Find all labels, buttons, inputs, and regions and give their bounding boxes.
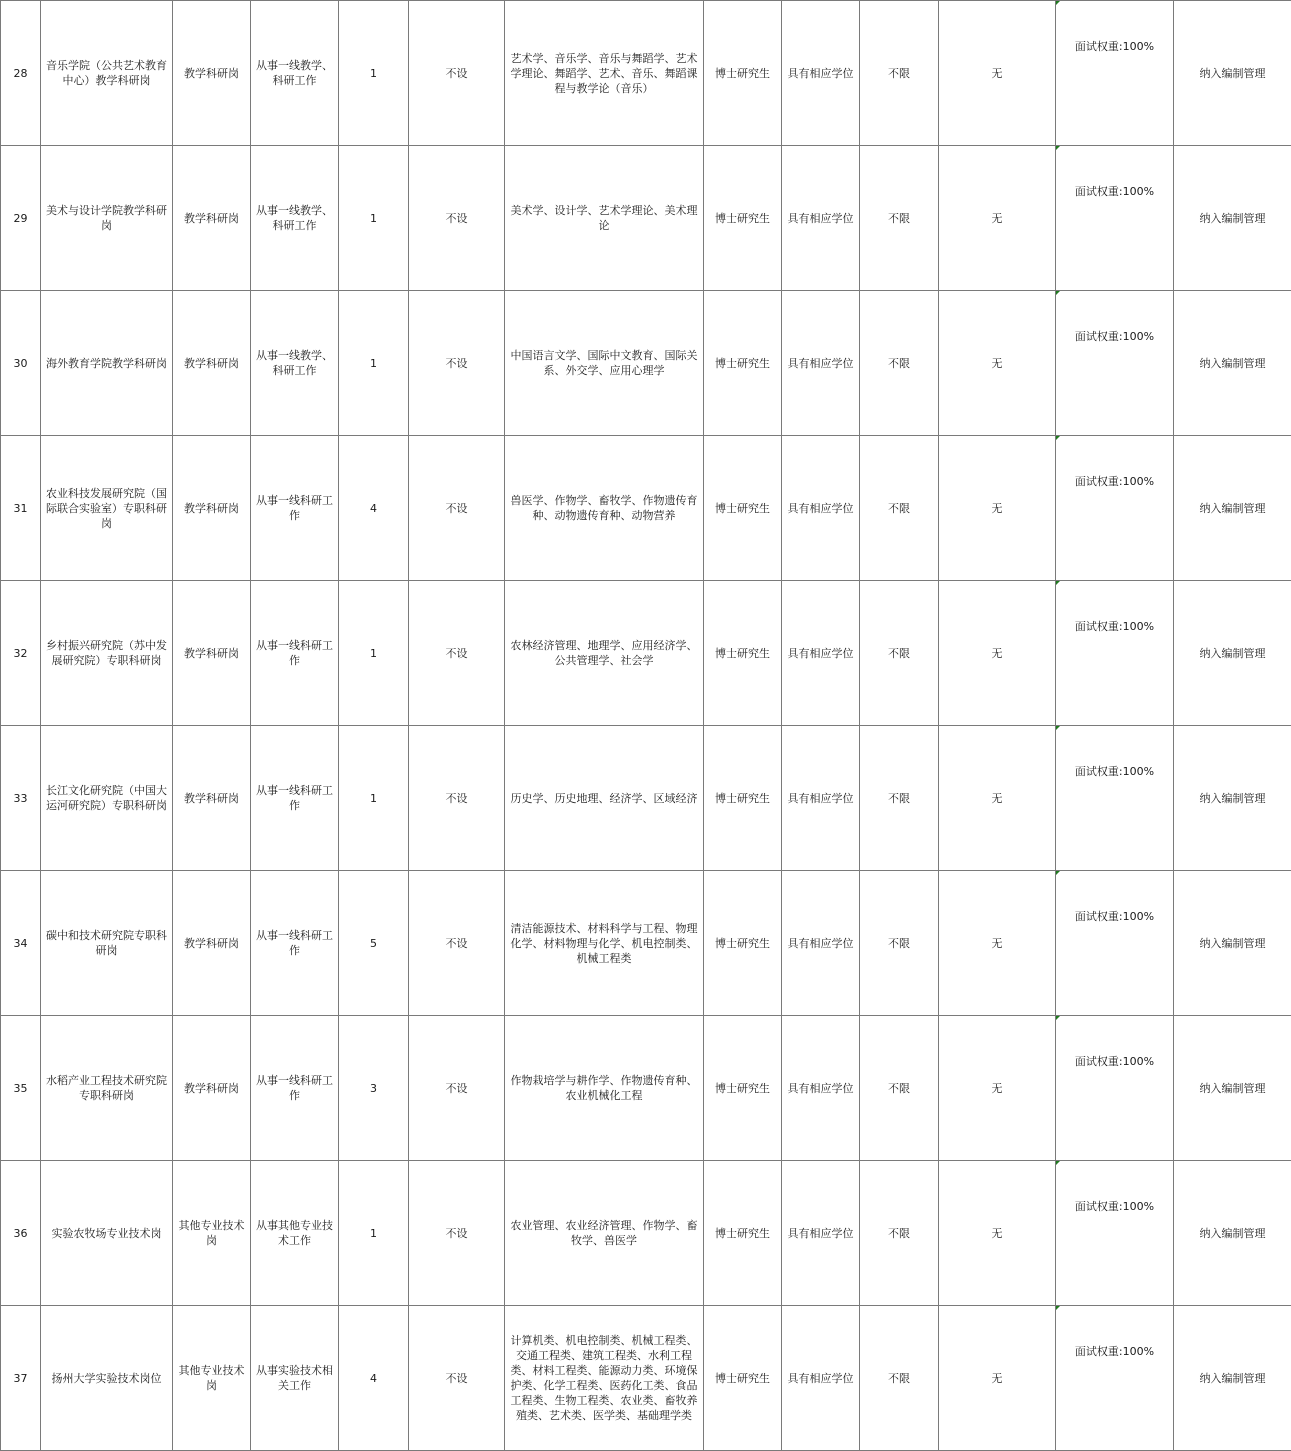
limit-cell: 不限 <box>860 581 939 726</box>
education-cell: 博士研究生 <box>704 291 782 436</box>
not-set-cell: 不设 <box>409 291 505 436</box>
interview-weight-cell: 面试权重:100% <box>1056 726 1174 871</box>
table-row <box>1 436 1291 581</box>
table-row <box>1 291 1291 436</box>
degree-cell: 具有相应学位 <box>782 1 860 146</box>
education-cell: 博士研究生 <box>704 146 782 291</box>
degree-cell: 具有相应学位 <box>782 291 860 436</box>
table-body <box>1 1 1291 1451</box>
not-set-cell: 不设 <box>409 581 505 726</box>
headcount-cell: 4 <box>339 1306 409 1451</box>
table-row <box>1 581 1291 726</box>
education-cell: 博士研究生 <box>704 871 782 1016</box>
not-set-cell: 不设 <box>409 1306 505 1451</box>
degree-cell: 具有相应学位 <box>782 871 860 1016</box>
education-cell: 博士研究生 <box>704 581 782 726</box>
department-post-cell: 实验农牧场专业技术岗 <box>41 1161 173 1306</box>
headcount-cell: 1 <box>339 291 409 436</box>
headcount-cell: 3 <box>339 1016 409 1161</box>
department-post-cell: 海外教育学院教学科研岗 <box>41 291 173 436</box>
not-set-cell: 不设 <box>409 1016 505 1161</box>
table-row <box>1 1161 1291 1306</box>
other-requirement-cell: 无 <box>939 1016 1056 1161</box>
major-requirement-cell: 农业管理、农业经济管理、作物学、畜牧学、兽医学 <box>505 1161 704 1306</box>
headcount-cell: 1 <box>339 726 409 871</box>
department-post-cell: 扬州大学实验技术岗位 <box>41 1306 173 1451</box>
degree-cell: 具有相应学位 <box>782 1161 860 1306</box>
limit-cell: 不限 <box>860 1306 939 1451</box>
row-number-cell: 30 <box>1 291 41 436</box>
other-requirement-cell: 无 <box>939 1306 1056 1451</box>
other-requirement-cell: 无 <box>939 581 1056 726</box>
post-category-cell: 其他专业技术岗 <box>173 1161 251 1306</box>
interview-weight-cell: 面试权重:100% <box>1056 871 1174 1016</box>
management-cell: 纳入编制管理 <box>1174 1 1291 146</box>
headcount-cell: 1 <box>339 581 409 726</box>
row-number-cell: 36 <box>1 1161 41 1306</box>
post-category-cell: 教学科研岗 <box>173 291 251 436</box>
interview-weight-cell: 面试权重:100% <box>1056 291 1174 436</box>
table-row <box>1 726 1291 871</box>
interview-weight-cell: 面试权重:100% <box>1056 1 1174 146</box>
major-requirement-cell: 计算机类、机电控制类、机械工程类、交通工程类、建筑工程类、水利工程类、材料工程类、能源动力类、环境保护类、化学工程类、医药化工类、食品工程类、生物工程类、农业类、畜牧养殖类、艺术类、医学类、基础理学类 <box>505 1306 704 1451</box>
headcount-cell: 4 <box>339 436 409 581</box>
duty-cell: 从事一线科研工作 <box>251 871 339 1016</box>
interview-weight-cell: 面试权重:100% <box>1056 581 1174 726</box>
department-post-cell: 水稻产业工程技术研究院专职科研岗 <box>41 1016 173 1161</box>
degree-cell: 具有相应学位 <box>782 1016 860 1161</box>
degree-cell: 具有相应学位 <box>782 581 860 726</box>
post-category-cell: 教学科研岗 <box>173 871 251 1016</box>
department-post-cell: 美术与设计学院教学科研岗 <box>41 146 173 291</box>
duty-cell: 从事其他专业技术工作 <box>251 1161 339 1306</box>
not-set-cell: 不设 <box>409 436 505 581</box>
other-requirement-cell: 无 <box>939 1161 1056 1306</box>
row-number-cell: 29 <box>1 146 41 291</box>
other-requirement-cell: 无 <box>939 291 1056 436</box>
duty-cell: 从事一线科研工作 <box>251 1016 339 1161</box>
duty-cell: 从事一线科研工作 <box>251 726 339 871</box>
interview-weight-cell: 面试权重:100% <box>1056 1306 1174 1451</box>
post-category-cell: 教学科研岗 <box>173 581 251 726</box>
post-category-cell: 教学科研岗 <box>173 1 251 146</box>
row-number-cell: 34 <box>1 871 41 1016</box>
duty-cell: 从事一线教学、科研工作 <box>251 146 339 291</box>
headcount-cell: 1 <box>339 146 409 291</box>
management-cell: 纳入编制管理 <box>1174 436 1291 581</box>
major-requirement-cell: 中国语言文学、国际中文教育、国际关系、外交学、应用心理学 <box>505 291 704 436</box>
table-row <box>1 1016 1291 1161</box>
row-number-cell: 28 <box>1 1 41 146</box>
major-requirement-cell: 历史学、历史地理、经济学、区域经济 <box>505 726 704 871</box>
other-requirement-cell: 无 <box>939 1 1056 146</box>
limit-cell: 不限 <box>860 291 939 436</box>
headcount-cell: 5 <box>339 871 409 1016</box>
major-requirement-cell: 艺术学、音乐学、音乐与舞蹈学、艺术学理论、舞蹈学、艺术、音乐、舞蹈课程与教学论（音乐） <box>505 1 704 146</box>
interview-weight-cell: 面试权重:100% <box>1056 436 1174 581</box>
not-set-cell: 不设 <box>409 1161 505 1306</box>
education-cell: 博士研究生 <box>704 1306 782 1451</box>
department-post-cell: 音乐学院（公共艺术教育中心）教学科研岗 <box>41 1 173 146</box>
limit-cell: 不限 <box>860 1016 939 1161</box>
not-set-cell: 不设 <box>409 146 505 291</box>
duty-cell: 从事一线教学、科研工作 <box>251 291 339 436</box>
table-row <box>1 146 1291 291</box>
limit-cell: 不限 <box>860 1161 939 1306</box>
degree-cell: 具有相应学位 <box>782 436 860 581</box>
major-requirement-cell: 美术学、设计学、艺术学理论、美术理论 <box>505 146 704 291</box>
table-row <box>1 1306 1291 1451</box>
table-row <box>1 1 1291 146</box>
row-number-cell: 31 <box>1 436 41 581</box>
headcount-cell: 1 <box>339 1 409 146</box>
management-cell: 纳入编制管理 <box>1174 1016 1291 1161</box>
limit-cell: 不限 <box>860 871 939 1016</box>
education-cell: 博士研究生 <box>704 1016 782 1161</box>
major-requirement-cell: 作物栽培学与耕作学、作物遗传育种、农业机械化工程 <box>505 1016 704 1161</box>
not-set-cell: 不设 <box>409 871 505 1016</box>
management-cell: 纳入编制管理 <box>1174 871 1291 1016</box>
major-requirement-cell: 兽医学、作物学、畜牧学、作物遗传育种、动物遗传育种、动物营养 <box>505 436 704 581</box>
degree-cell: 具有相应学位 <box>782 146 860 291</box>
table-row <box>1 871 1291 1016</box>
post-category-cell: 教学科研岗 <box>173 1016 251 1161</box>
post-category-cell: 教学科研岗 <box>173 726 251 871</box>
other-requirement-cell: 无 <box>939 726 1056 871</box>
major-requirement-cell: 清洁能源技术、材料科学与工程、物理化学、材料物理与化学、机电控制类、机械工程类 <box>505 871 704 1016</box>
not-set-cell: 不设 <box>409 1 505 146</box>
duty-cell: 从事实验技术相关工作 <box>251 1306 339 1451</box>
row-number-cell: 32 <box>1 581 41 726</box>
row-number-cell: 35 <box>1 1016 41 1161</box>
management-cell: 纳入编制管理 <box>1174 1161 1291 1306</box>
education-cell: 博士研究生 <box>704 726 782 871</box>
not-set-cell: 不设 <box>409 726 505 871</box>
management-cell: 纳入编制管理 <box>1174 146 1291 291</box>
duty-cell: 从事一线科研工作 <box>251 436 339 581</box>
education-cell: 博士研究生 <box>704 1161 782 1306</box>
major-requirement-cell: 农林经济管理、地理学、应用经济学、公共管理学、社会学 <box>505 581 704 726</box>
limit-cell: 不限 <box>860 146 939 291</box>
post-category-cell: 教学科研岗 <box>173 146 251 291</box>
limit-cell: 不限 <box>860 726 939 871</box>
duty-cell: 从事一线科研工作 <box>251 581 339 726</box>
degree-cell: 具有相应学位 <box>782 1306 860 1451</box>
management-cell: 纳入编制管理 <box>1174 581 1291 726</box>
limit-cell: 不限 <box>860 436 939 581</box>
interview-weight-cell: 面试权重:100% <box>1056 1161 1174 1306</box>
duty-cell: 从事一线教学、科研工作 <box>251 1 339 146</box>
row-number-cell: 37 <box>1 1306 41 1451</box>
management-cell: 纳入编制管理 <box>1174 291 1291 436</box>
department-post-cell: 乡村振兴研究院（苏中发展研究院）专职科研岗 <box>41 581 173 726</box>
other-requirement-cell: 无 <box>939 146 1056 291</box>
interview-weight-cell: 面试权重:100% <box>1056 146 1174 291</box>
post-category-cell: 教学科研岗 <box>173 436 251 581</box>
post-category-cell: 其他专业技术岗 <box>173 1306 251 1451</box>
department-post-cell: 碳中和技术研究院专职科研岗 <box>41 871 173 1016</box>
limit-cell: 不限 <box>860 1 939 146</box>
other-requirement-cell: 无 <box>939 436 1056 581</box>
department-post-cell: 长江文化研究院（中国大运河研究院）专职科研岗 <box>41 726 173 871</box>
management-cell: 纳入编制管理 <box>1174 1306 1291 1451</box>
department-post-cell: 农业科技发展研究院（国际联合实验室）专职科研岗 <box>41 436 173 581</box>
education-cell: 博士研究生 <box>704 1 782 146</box>
row-number-cell: 33 <box>1 726 41 871</box>
degree-cell: 具有相应学位 <box>782 726 860 871</box>
interview-weight-cell: 面试权重:100% <box>1056 1016 1174 1161</box>
other-requirement-cell: 无 <box>939 871 1056 1016</box>
education-cell: 博士研究生 <box>704 436 782 581</box>
headcount-cell: 1 <box>339 1161 409 1306</box>
management-cell: 纳入编制管理 <box>1174 726 1291 871</box>
